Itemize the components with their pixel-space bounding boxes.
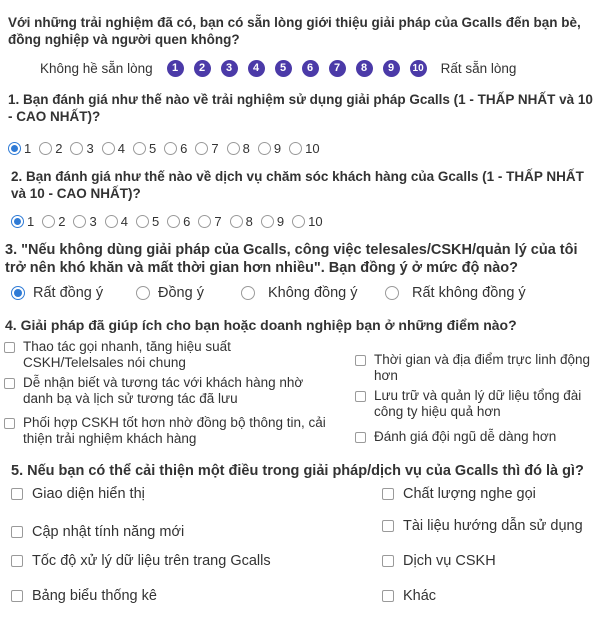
q5-option-interface[interactable]: Giao diện hiển thị [11, 486, 145, 502]
q1-option-4[interactable]: 4 [102, 141, 125, 156]
nps-score-7[interactable]: 7 [329, 60, 346, 77]
radio-icon[interactable] [136, 215, 149, 228]
radio-icon[interactable] [70, 142, 83, 155]
q5-option-processing-speed[interactable]: Tốc độ xử lý dữ liệu trên trang Gcalls [11, 553, 271, 569]
checkbox-icon[interactable] [4, 342, 15, 353]
q4-option-flexible-time[interactable]: Thời gian và địa điểm trực linh động hơn [355, 352, 595, 384]
nps-score-8[interactable]: 8 [356, 60, 373, 77]
q1-options [8, 141, 328, 156]
checkbox-icon[interactable] [4, 378, 15, 389]
q1-option-2[interactable]: 2 [39, 141, 62, 156]
q2-option-7[interactable]: 7 [198, 214, 221, 229]
radio-icon[interactable] [73, 215, 86, 228]
q4-option-contact-history[interactable]: Dễ nhận biết và tương tác với khách hàng nhờ danh bạ và lịch sử tương tác đã lưu [4, 375, 334, 407]
q1-option-10[interactable]: 10 [289, 141, 319, 156]
radio-icon[interactable] [105, 215, 118, 228]
radio-selected-icon[interactable] [11, 286, 25, 300]
nps-low-label: Không hề sẵn lòng [40, 60, 153, 76]
radio-icon[interactable] [227, 142, 240, 155]
q1-option-5[interactable]: 5 [133, 141, 156, 156]
checkbox-icon[interactable] [382, 590, 394, 602]
q2-option-3[interactable]: 3 [73, 214, 96, 229]
q1-option-9[interactable]: 9 [258, 141, 281, 156]
radio-icon[interactable] [167, 215, 180, 228]
q4-option-fast-calling[interactable]: Thao tác gọi nhanh, tăng hiệu suất CSKH/Telelsales nói chung [4, 339, 334, 371]
nps-score-9[interactable]: 9 [383, 60, 400, 77]
q1-question: 1. Bạn đánh giá như thế nào về trải nghiệm sử dụng giải pháp Gcalls (1 - THẤP NHẤT và 10 - CAO NHẤT)? [8, 92, 593, 124]
q3-option-disagree[interactable]: Không đồng ý [241, 285, 358, 301]
nps-score-2[interactable]: 2 [194, 60, 211, 77]
radio-icon[interactable] [164, 142, 177, 155]
q2-option-10[interactable]: 10 [292, 214, 322, 229]
q2-option-2[interactable]: 2 [42, 214, 65, 229]
checkbox-icon[interactable] [355, 432, 366, 443]
radio-icon[interactable] [136, 286, 150, 300]
radio-icon[interactable] [39, 142, 52, 155]
q3-option-strongly-disagree[interactable]: Rất không đồng ý [385, 285, 526, 301]
nps-score-6[interactable]: 6 [302, 60, 319, 77]
checkbox-icon[interactable] [382, 555, 394, 567]
q5-option-customer-service[interactable]: Dịch vụ CSKH [382, 553, 496, 569]
q4-question: 4. Giải pháp đã giúp ích cho bạn hoặc doanh nghiệp bạn ở những điểm nào? [5, 317, 517, 333]
radio-icon[interactable] [241, 286, 255, 300]
q5-option-user-guide[interactable]: Tài liệu hướng dẫn sử dụng [382, 518, 583, 534]
checkbox-icon[interactable] [382, 520, 394, 532]
radio-icon[interactable] [195, 142, 208, 155]
checkbox-icon[interactable] [355, 391, 366, 402]
radio-icon[interactable] [198, 215, 211, 228]
q5-question: 5. Nếu bạn có thể cải thiện một điều trong giải pháp/dịch vụ của Gcalls thì đó là gì? [11, 463, 584, 479]
radio-icon[interactable] [261, 215, 274, 228]
q2-option-5[interactable]: 5 [136, 214, 159, 229]
q3-option-strongly-agree[interactable]: Rất đồng ý [11, 285, 103, 301]
nps-score-10[interactable]: 10 [410, 60, 427, 77]
nps-score-3[interactable]: 3 [221, 60, 238, 77]
checkbox-icon[interactable] [4, 418, 15, 429]
checkbox-icon[interactable] [382, 488, 394, 500]
nps-score-4[interactable]: 4 [248, 60, 265, 77]
q2-options [11, 214, 331, 229]
radio-icon[interactable] [133, 142, 146, 155]
checkbox-icon[interactable] [11, 555, 23, 567]
radio-icon[interactable] [102, 142, 115, 155]
q1-option-6[interactable]: 6 [164, 141, 187, 156]
q2-option-6[interactable]: 6 [167, 214, 190, 229]
radio-icon[interactable] [42, 215, 55, 228]
q3-question: 3. "Nếu không dùng giải pháp của Gcalls, công việc telesales/CSKH/quản lý của tôi trở nên khó khăn và mất thời gian hơn nhiều". Bạn đồng ý ở mức độ nào? [5, 242, 578, 276]
q4-option-team-evaluation[interactable]: Đánh giá đội ngũ dễ dàng hơn [355, 429, 595, 445]
q1-option-8[interactable]: 8 [227, 141, 250, 156]
q4-option-sync-coordination[interactable]: Phối hợp CSKH tốt hơn nhờ đồng bộ thông tin, cải thiện trải nghiệm khách hàng [4, 415, 334, 447]
checkbox-icon[interactable] [355, 355, 366, 366]
q5-option-call-quality[interactable]: Chất lượng nghe gọi [382, 486, 536, 502]
radio-selected-icon[interactable] [11, 215, 24, 228]
q2-option-8[interactable]: 8 [230, 214, 253, 229]
radio-icon[interactable] [230, 215, 243, 228]
nps-score-5[interactable]: 5 [275, 60, 292, 77]
q2-question: 2. Bạn đánh giá như thế nào về dịch vụ chăm sóc khách hàng của Gcalls (1 - THẤP NHẤT và 10 - CAO NHẤT)? [11, 169, 584, 201]
radio-selected-icon[interactable] [8, 142, 21, 155]
q2-option-4[interactable]: 4 [105, 214, 128, 229]
q2-option-1[interactable]: 1 [11, 214, 34, 229]
nps-score-1[interactable]: 1 [167, 60, 184, 77]
radio-icon[interactable] [289, 142, 302, 155]
q5-option-other[interactable]: Khác [382, 588, 436, 604]
nps-question: Với những trải nghiệm đã có, bạn có sẵn lòng giới thiệu giải pháp của Gcalls đến bạn bè, đồng nghiệp và người quen không? [8, 15, 581, 47]
q2-option-9[interactable]: 9 [261, 214, 284, 229]
q5-option-new-features[interactable]: Cập nhật tính năng mới [11, 524, 184, 540]
q1-option-7[interactable]: 7 [195, 141, 218, 156]
radio-icon[interactable] [258, 142, 271, 155]
q1-option-3[interactable]: 3 [70, 141, 93, 156]
checkbox-icon[interactable] [11, 526, 23, 538]
q1-option-1[interactable]: 1 [8, 141, 31, 156]
nps-high-label: Rất sẵn lòng [440, 60, 517, 76]
radio-icon[interactable] [385, 286, 399, 300]
checkbox-icon[interactable] [11, 590, 23, 602]
checkbox-icon[interactable] [11, 488, 23, 500]
q3-option-agree[interactable]: Đồng ý [136, 285, 204, 301]
radio-icon[interactable] [292, 215, 305, 228]
q5-option-statistics[interactable]: Bảng biểu thống kê [11, 588, 157, 604]
nps-scale [40, 59, 516, 77]
q4-option-data-storage[interactable]: Lưu trữ và quản lý dữ liệu tổng đài công ty hiệu quả hơn [355, 388, 595, 420]
